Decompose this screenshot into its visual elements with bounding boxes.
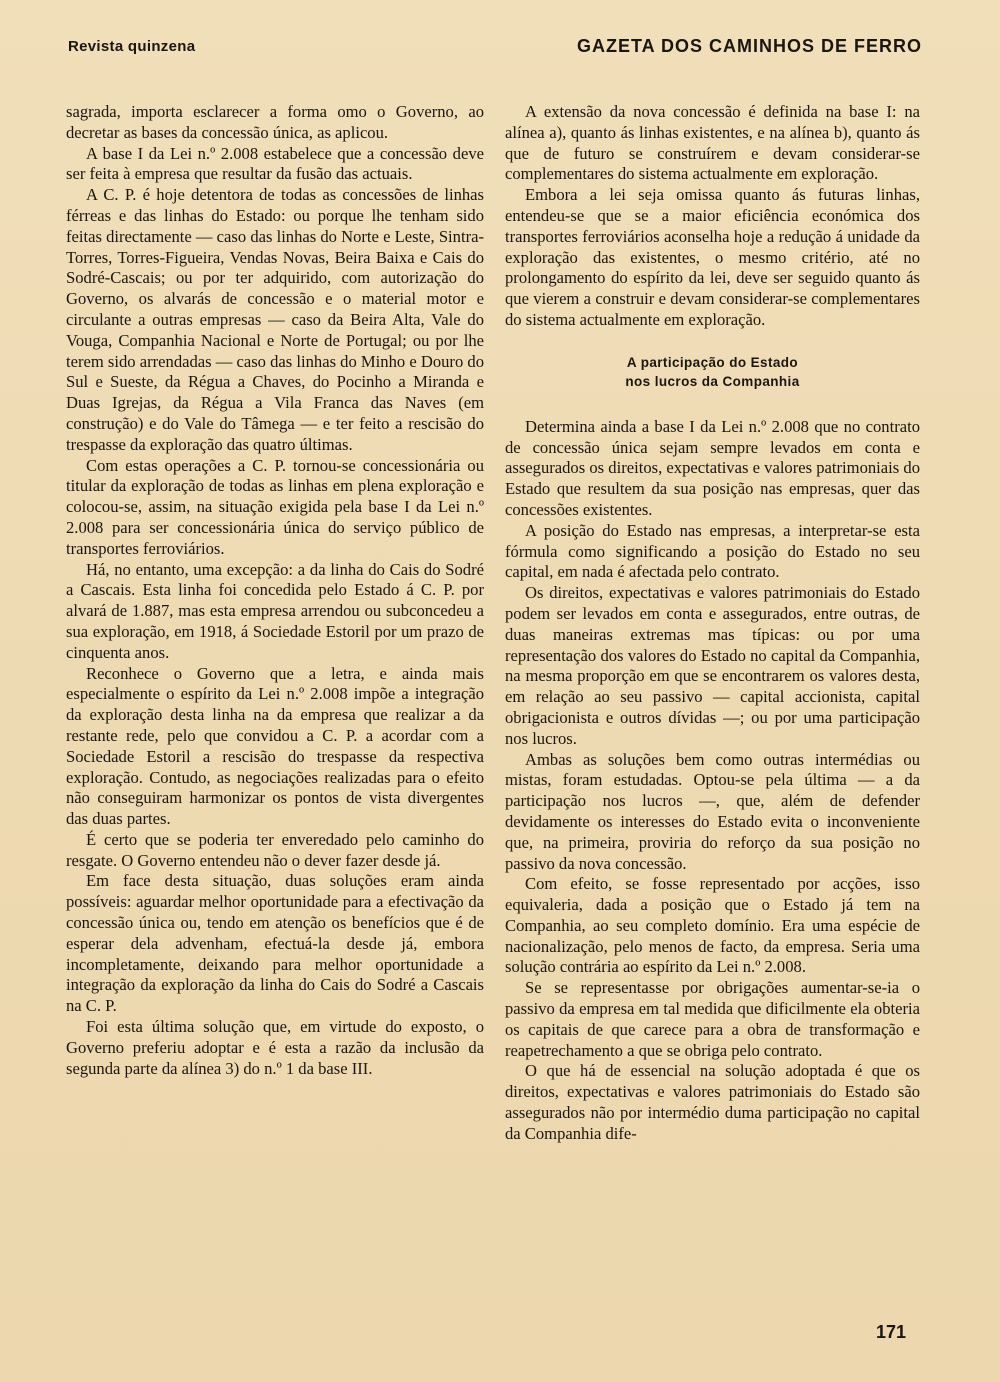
section-heading-line-2: nos lucros da Companhia	[625, 373, 800, 389]
paragraph: Se se representasse por obrigações aumentar-se-ia o passivo da empresa em tal medida que dificilmente ela obteria os capitais de que carece para a obra de transformação e reapetrechamento a que se obriga pelo contrato.	[505, 978, 920, 1060]
page-number: 171	[875, 1322, 906, 1342]
right-column	[505, 102, 920, 1145]
paragraph: A C. P. é hoje detentora de todas as concessões de linhas férreas e das linhas do Estado: ou porque lhe tenham sido feitas directamente — caso das linhas do Norte e Leste, Sintra-Torres, Torres-Figueira, Vendas Novas, Beira Baixa e Cais do Sodré-Cascais; ou por ter adquirido, com autorização do Governo, os alvarás de concessão e o material motor e circulante a outras empresas — caso da Beira Alta, Vale do Vouga, Companhia Nacional e Norte de Portugal; ou por lhe terem sido arrendadas — caso das linhas do Minho e Douro do Sul e Sueste, da Régua a Chaves, do Pocinho a Miranda e Duas Igrejas, da Régua a Vila Franca das Naves (em construção) e do Vale do Tâmega — e ter feito a rescisão do trespasse da exploração das quatro últimas.	[66, 185, 484, 454]
running-header-left: Revista quinzena	[68, 38, 196, 55]
left-column	[66, 102, 484, 1079]
paragraph: O que há de essencial na solução adoptada é que os direitos, expectativas e valores patrimoniais do Estado são assegurados não por intermédio duma participação no capital da Companhia dife-	[505, 1061, 920, 1143]
paragraph: A posição do Estado nas empresas, a interpretar-se esta fórmula como significando a posição do Estado no seu capital, em nada é afectada pelo contrato.	[505, 520, 920, 582]
paragraph: É certo que se poderia ter enveredado pelo caminho do resgate. O Governo entendeu não o dever fazer desde já.	[66, 829, 484, 870]
paragraph: Há, no entanto, uma excepção: a da linha do Cais do Sodré a Cascais. Esta linha foi concedida pelo Estado á C. P. por alvará de 1.887, mas esta empresa arrendou ou subconcedeu a sua exploração, em 1918, á Sociedade Estoril por um prazo de cinquenta anos.	[66, 559, 484, 662]
paragraph: Embora a lei seja omissa quanto ás futuras linhas, entendeu-se que se a maior eficiência económica dos transportes ferroviários aconselha hoje a redução á unidade da exploração das existentes, o mesmo critério, até no prolongamento do espírito da lei, deve ser seguido quanto ás que vierem a construir e devam considerar-se complementares do sistema actualmente em exploração.	[505, 185, 920, 329]
section-heading-line-1: A participação do Estado	[626, 354, 799, 370]
paragraph: Foi esta última solução que, em virtude do exposto, o Governo preferiu adoptar e é esta a razão da inclusão da segunda parte da alínea 3) do n.º 1 da base III.	[66, 1017, 484, 1078]
paragraph: A base I da Lei n.º 2.008 estabelece que a concessão deve ser feita à empresa que resultar da fusão das actuais.	[66, 143, 484, 184]
paragraph: Determina ainda a base I da Lei n.º 2.008 que no contrato de concessão única sejam sempre levados em conta e assegurados os direitos, expectativas e valores patrimoniais do Estado que resultem da sua posição nas empresas, quer das concessões existentes.	[505, 416, 920, 519]
paragraph: Com estas operações a C. P. tornou-se concessionária ou titular da exploração de todas as linhas em plena exploração e colocou-se, assim, na situação exigida pela base I da Lei n.º 2.008 para ser concessionária única do serviço público de transportes ferroviários.	[66, 455, 484, 558]
paragraph: Reconhece o Governo que a letra, e ainda mais especialmente o espírito da Lei n.º 2.008 impõe a integração da exploração desta linha na da empresa que realizar a da restante rede, pelo que convidou a C. P. a acordar com a Sociedade Estoril a rescisão do trespasse da respectiva exploração. Contudo, as negociações realizadas para o efeito não conseguiram harmonizar os pontos de vista divergentes das duas partes.	[66, 663, 484, 829]
paragraph: A extensão da nova concessão é definida na base I: na alínea a), quanto ás linhas existentes, e na alínea b), quanto ás que de futuro se construírem e devam considerar-se complementares do sistema actualmente em exploração.	[505, 102, 920, 184]
paragraph: Com efeito, se fosse representado por acções, isso equivaleria, dada a posição que o Estado já tem na Companhia, ao seu completo domínio. Era uma espécie de nacionalização, pelo menos de facto, da empresa. Seria uma solução contrária ao espírito da Lei n.º 2.008.	[505, 874, 920, 977]
section-heading	[505, 353, 920, 391]
running-header-right: GAZETA DOS CAMINHOS DE FERRO	[576, 36, 922, 56]
paragraph: Ambas as soluções bem como outras intermédias ou mistas, foram estudadas. Optou-se pela última — a da participação nos lucros —, que, além de defender devidamente os interesses do Estado evita o inconveniente que, na primeira, proviria do reforço da sua posição no passivo da nova concessão.	[505, 749, 920, 873]
paragraph: Em face desta situação, duas soluções eram ainda possíveis: aguardar melhor oportunidade para a efectivação da concessão única ou, tendo em atenção os benefícios que é de esperar dela advenham, efectuá-la desde já, embora incompletamente, deixando para melhor oportunidade a integração da exploração da linha do Cais do Sodré a Cascais na C. P.	[66, 871, 484, 1016]
paragraph: Os direitos, expectativas e valores patrimoniais do Estado podem ser levados em conta e assegurados, entre outras, de duas maneiras extremas mas típicas: ou por uma representação dos valores do Estado no capital da Companhia, na mesma proporção em que se encontrarem os valores desta, em relação ao seu passivo — capital accionista, capital obrigacionista e outros dívidas —; ou por uma participação nos lucros.	[505, 583, 920, 748]
paragraph: sagrada, importa esclarecer a forma omo o Governo, ao decretar as bases da concessão única, as aplicou.	[66, 102, 484, 142]
